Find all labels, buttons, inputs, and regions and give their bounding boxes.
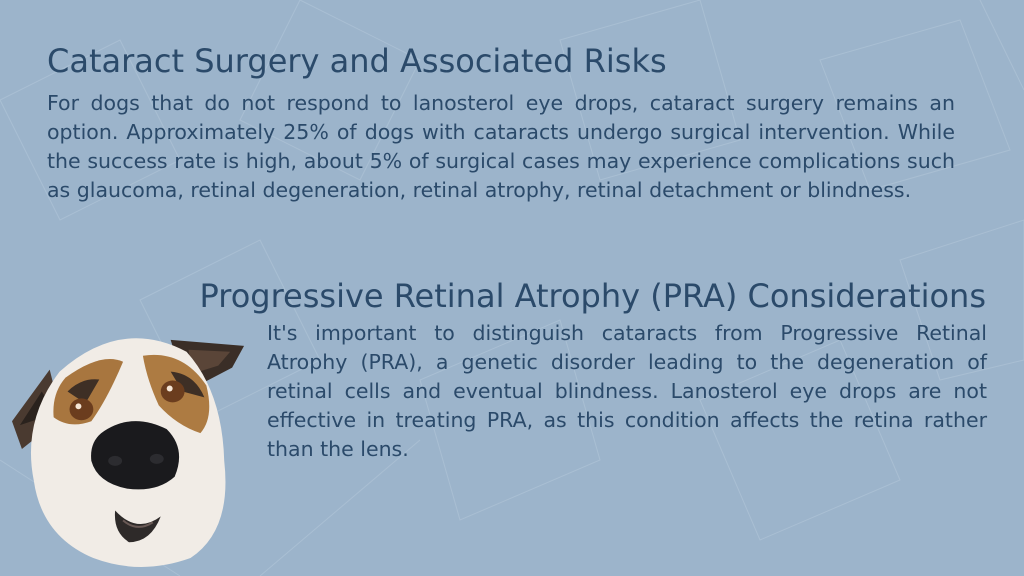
dog-face-image: [12, 322, 250, 570]
section-body-pra: It's important to distinguish cataracts from Progressive Retinal Atrophy (PRA), a genetic disorder leading to the degeneration of retinal cells and eventual blindness. Lanosterol eye drops are not effective in treating PRA, as this condition affects the retina rather than the lens.: [267, 321, 987, 461]
section-heading-cataract-surgery: Cataract Surgery and Associated Risks: [47, 42, 667, 80]
section-heading-pra: Progressive Retinal Atrophy (PRA) Considerations: [199, 277, 986, 315]
section-body-cataract-surgery: For dogs that do not respond to lanosterol eye drops, cataract surgery remains an option. Approximately 25% of dogs with cataracts undergo surgical intervention. While the success rate is high, about 5% of surgical cases may experience complications such as glaucoma, retinal degeneration, retinal atrophy, retinal detachment or blindness.: [47, 91, 955, 202]
